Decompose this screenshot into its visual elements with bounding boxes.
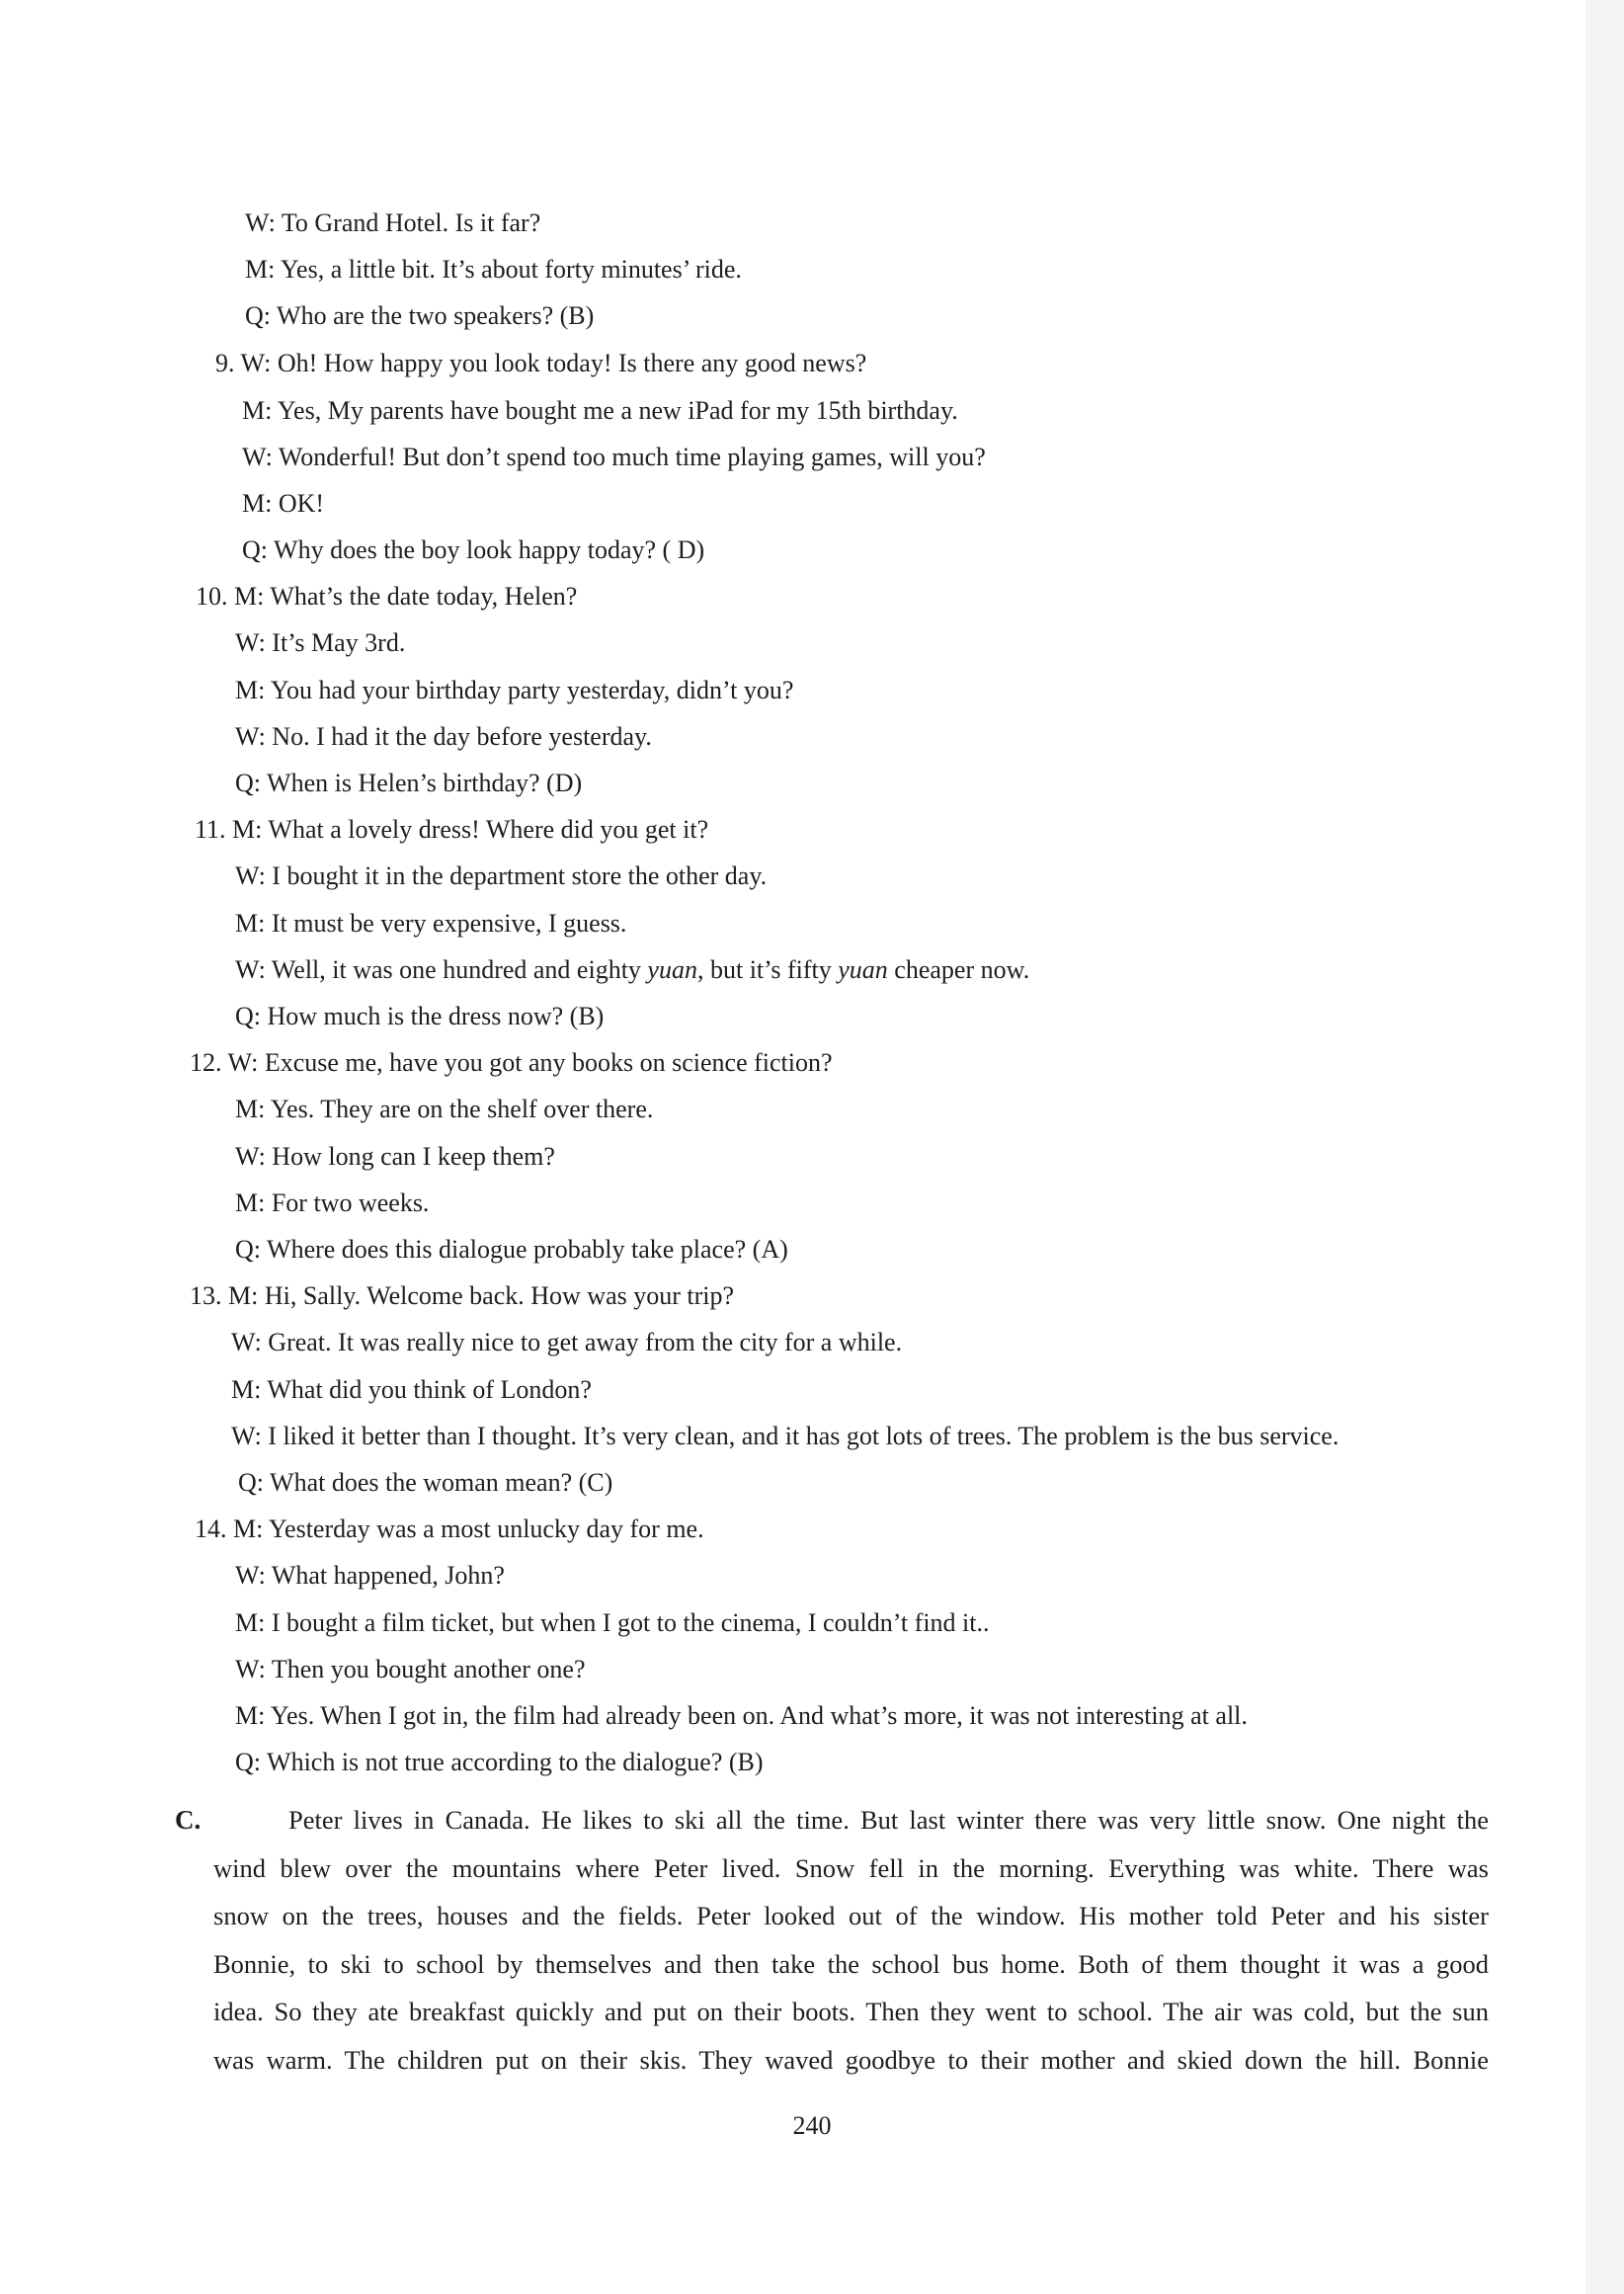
italic-currency: yuan	[647, 955, 697, 984]
dialogue-line: W: Great. It was really nice to get away from the city for a while.	[231, 1328, 903, 1356]
dialogue-line: W: To Grand Hotel. Is it far?	[245, 208, 541, 237]
dialogue-line: W: Wonderful! But don’t spend too much time playing games, will you?	[242, 443, 986, 471]
dialogue-line: Q: How much is the dress now? (B)	[235, 1002, 605, 1030]
dialogue-line: M: You had your birthday party yesterday, didn’t you?	[235, 676, 794, 704]
dialogue-line: W: Then you bought another one?	[235, 1655, 586, 1683]
dialogue-line: M: I bought a film ticket, but when I got to the cinema, I couldn’t find it..	[235, 1608, 990, 1637]
dialogue-line: Q: Why does the boy look happy today? ( D)	[242, 535, 705, 564]
dialogue-line	[235, 954, 1029, 986]
dialogue-line: 11. M: What a lovely dress! Where did you get it?	[195, 815, 709, 844]
dialogue-line: W: I bought it in the department store the other day.	[235, 861, 768, 890]
dialogue-line: M: For two weeks.	[235, 1188, 430, 1217]
dialogue-line: Q: Which is not true according to the dialogue? (B)	[235, 1748, 764, 1776]
dialogue-line: Q: Who are the two speakers? (B)	[245, 301, 595, 330]
dialogue-line: W: It’s May 3rd.	[235, 628, 406, 657]
dialogue-line: M: Yes, a little bit. It’s about forty minutes’ ride.	[245, 255, 742, 284]
dialogue-line: Q: When is Helen’s birthday? (D)	[235, 769, 583, 797]
dialogue-line: Q: Where does this dialogue probably take place? (A)	[235, 1235, 788, 1264]
section-label: C.	[175, 1805, 202, 1835]
dialogue-line: 9. W: Oh! How happy you look today! Is there any good news?	[215, 349, 867, 377]
dialogue-line: W: No. I had it the day before yesterday.	[235, 722, 652, 751]
paragraph-line: Bonnie, to ski to school by themselves and then take the school bus home. Both of them thought it was a good	[213, 1948, 1489, 1979]
dialogue-line: M: OK!	[242, 489, 325, 518]
dialogue-line: W: What happened, John?	[235, 1561, 505, 1590]
line-text-segment: W: Well, it was one hundred and eighty	[235, 955, 648, 984]
dialogue-line: W: I liked it better than I thought. It’s very clean, and it has got lots of trees. The problem is the bus service.	[231, 1422, 1340, 1450]
dialogue-line: M: Yes. They are on the shelf over there.	[235, 1095, 654, 1123]
page-number: 240	[792, 2111, 832, 2140]
dialogue-line: M: What did you think of London?	[231, 1375, 592, 1404]
paragraph-line: snow on the trees, houses and the fields. Peter looked out of the window. His mother told Peter and his sister	[213, 1901, 1489, 1930]
dialogue-line: M: Yes, My parents have bought me a new iPad for my 15th birthday.	[242, 396, 958, 425]
italic-currency: yuan	[838, 955, 888, 984]
dialogue-line: W: How long can I keep them?	[235, 1142, 555, 1171]
dialogue-line: 14. M: Yesterday was a most unlucky day for me.	[195, 1515, 704, 1543]
paragraph-line: idea. So they ate breakfast quickly and put on their boots. Then they went to school. The air was cold, but the sun	[213, 1997, 1489, 2026]
paragraph-line: was warm. The children put on their skis. They waved goodbye to their mother and skied down the hill. Bonnie	[213, 2044, 1489, 2075]
line-text-segment: , but it’s fifty	[696, 955, 839, 984]
dialogue-line: 13. M: Hi, Sally. Welcome back. How was your trip?	[190, 1281, 735, 1310]
dialogue-line: 12. W: Excuse me, have you got any books on science fiction?	[190, 1048, 833, 1077]
section-paragraph	[213, 1796, 1489, 2084]
dialogue-line: Q: What does the woman mean? (C)	[238, 1468, 613, 1497]
paragraph-line: wind blew over the mountains where Peter lived. Snow fell in the morning. Everything was white. There was	[213, 1852, 1489, 1883]
dialogue-line: 10. M: What’s the date today, Helen?	[196, 582, 578, 611]
dialogue-line: M: Yes. When I got in, the film had already been on. And what’s more, it was not interesting at all.	[235, 1701, 1248, 1730]
line-text-segment: cheaper now.	[887, 955, 1030, 984]
paragraph-line: Peter lives in Canada. He likes to ski all the time. But last winter there was very little snow. One night the	[288, 1805, 1489, 1835]
dialogue-line: M: It must be very expensive, I guess.	[235, 909, 627, 938]
